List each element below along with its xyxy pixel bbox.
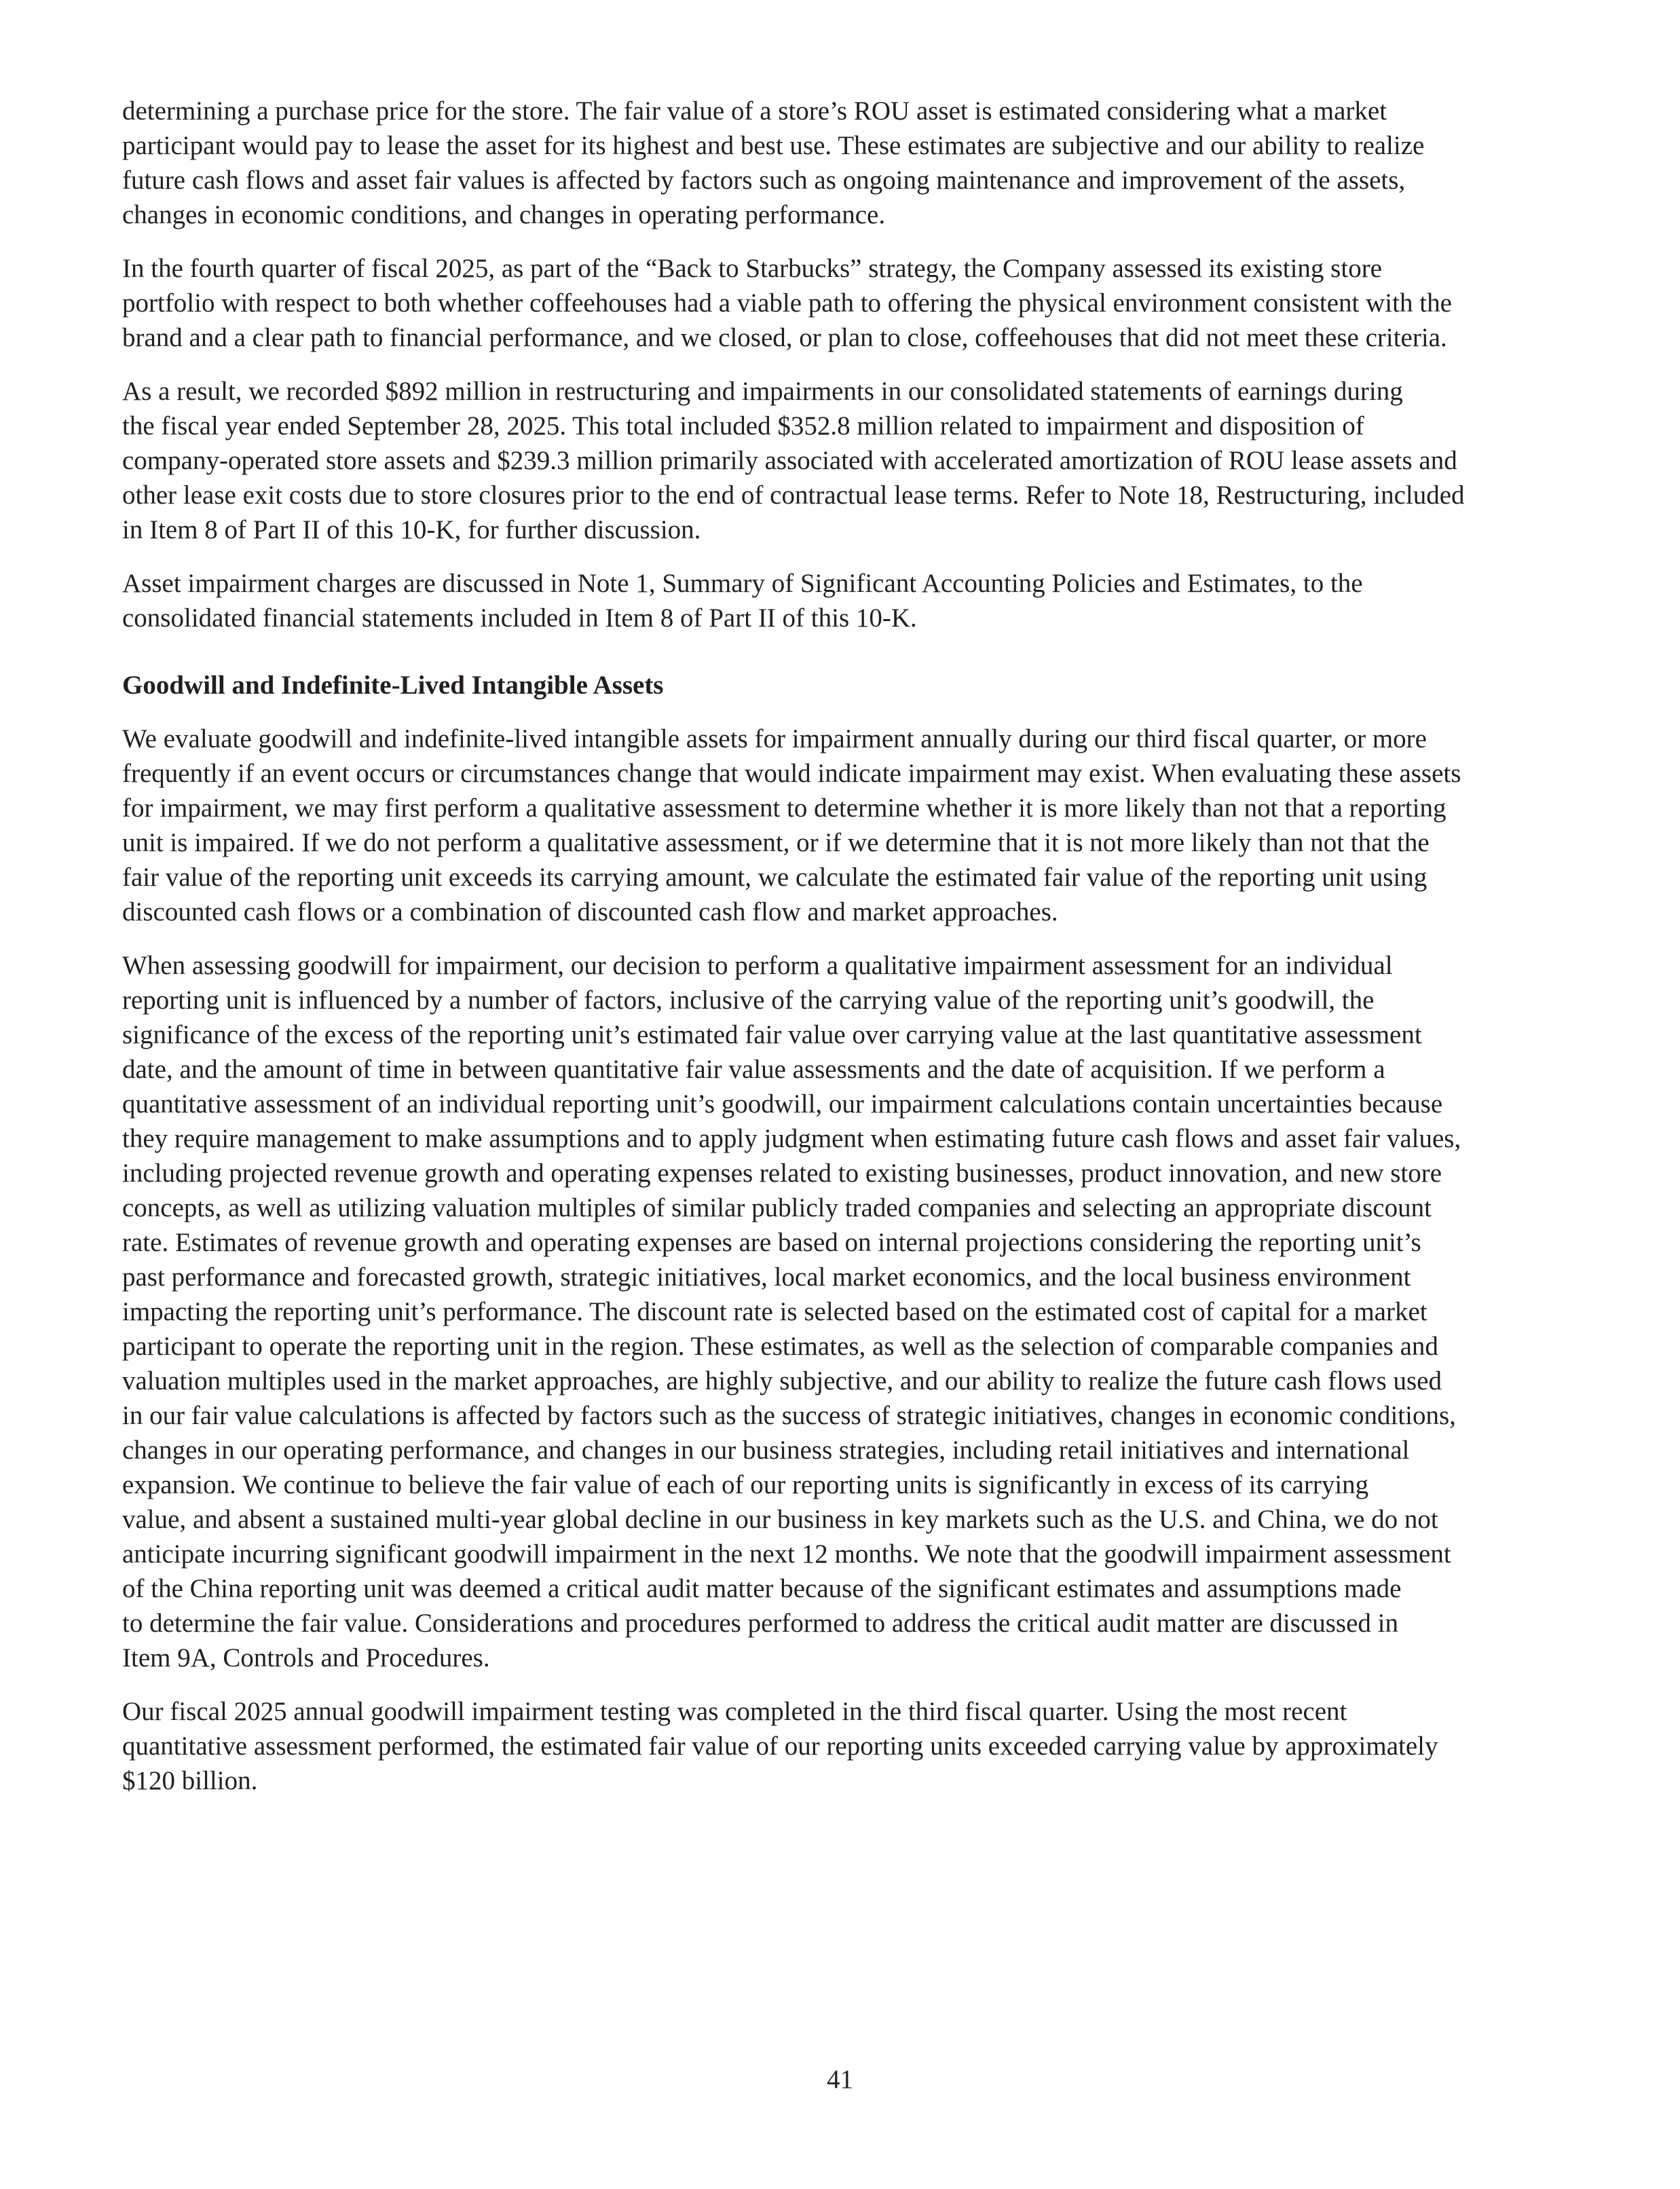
text-line: date, and the amount of time in between quantitative fair value assessments and the date of acquisition. If we perform a [122,1055,1385,1084]
text-line: company-operated store assets and $239.3 million primarily associated with accelerated amortization of ROU lease assets and [122,446,1457,475]
text-line: the fiscal year ended September 28, 2025. This total included $352.8 million related to impairment and disposition of [122,411,1364,441]
text-line: value, and absent a sustained multi-year global decline in our business in key markets such as the U.S. and China, we do not [122,1505,1438,1534]
text-line: including projected revenue growth and operating expenses related to existing businesses, product innovation, and new store [122,1159,1442,1188]
text-line: significance of the excess of the reporting unit’s estimated fair value over carrying value at the last quantitative assessment [122,1020,1422,1049]
body-paragraph [122,251,1565,355]
body-paragraph [122,1694,1565,1798]
body-paragraph [122,566,1565,635]
text-line: determining a purchase price for the store. The fair value of a store’s ROU asset is estimated considering what a market [122,96,1387,126]
text-line: other lease exit costs due to store closures prior to the end of contractual lease terms. Refer to Note 18, Restructuring, included [122,481,1465,510]
text-line: Item 9A, Controls and Procedures. [122,1643,490,1672]
body-paragraph [122,374,1565,547]
text-line: to determine the fair value. Considerations and procedures performed to address the critical audit matter are discussed in [122,1609,1398,1638]
text-line: they require management to make assumptions and to apply judgment when estimating future cash flows and asset fair values, [122,1124,1461,1153]
text-line: frequently if an event occurs or circumstances change that would indicate impairment may exist. When evaluating these assets [122,759,1461,788]
text-line: Asset impairment charges are discussed in Note 1, Summary of Significant Accounting Policies and Estimates, to the [122,569,1363,598]
text-line: quantitative assessment performed, the estimated fair value of our reporting units exceeded carrying value by approximately [122,1732,1438,1761]
text-line: reporting unit is influenced by a number of factors, inclusive of the carrying value of the reporting unit’s goodwill, the [122,986,1375,1015]
text-line: fair value of the reporting unit exceeds its carrying amount, we calculate the estimated fair value of the reporting unit using [122,863,1427,892]
body-paragraph [122,948,1565,1675]
page-number: 41 [827,2065,853,2094]
section-heading: Goodwill and Indefinite-Lived Intangible Assets [122,671,664,700]
text-line: discounted cash flows or a combination of discounted cash flow and market approaches. [122,897,1058,927]
text-line: expansion. We continue to believe the fair value of each of our reporting units is significantly in excess of its carrying [122,1470,1369,1499]
text-line: portfolio with respect to both whether coffeehouses had a viable path to offering the physical environment consistent with the [122,288,1452,318]
text-line: We evaluate goodwill and indefinite-lived intangible assets for impairment annually during our third fiscal quarter, or more [122,724,1427,753]
text-line: concepts, as well as utilizing valuation multiples of similar publicly traded companies and selecting an appropriate discount [122,1193,1432,1222]
text-line: Our fiscal 2025 annual goodwill impairment testing was completed in the third fiscal quarter. Using the most recent [122,1697,1347,1726]
text-line: valuation multiples used in the market approaches, are highly subjective, and our ability to realize the future cash flows used [122,1366,1442,1396]
text-line: changes in our operating performance, and changes in our business strategies, including retail initiatives and international [122,1436,1410,1465]
body-paragraph [122,722,1565,929]
text-line: in Item 8 of Part II of this 10-K, for further discussion. [122,515,701,544]
text-line: As a result, we recorded $892 million in restructuring and impairments in our consolidated statements of earnings during [122,377,1403,406]
paragraph-group-bottom [122,722,1565,1798]
text-line: unit is impaired. If we do not perform a qualitative assessment, or if we determine that it is not more likely than not that the [122,828,1430,857]
text-line: in our fair value calculations is affected by factors such as the success of strategic initiatives, changes in economic conditions, [122,1401,1456,1430]
text-line: participant to operate the reporting unit in the region. These estimates, as well as the selection of comparable companies and [122,1332,1438,1361]
text-line: rate. Estimates of revenue growth and operating expenses are based on internal projections considering the reporting unit’s [122,1228,1421,1257]
text-line: impacting the reporting unit’s performance. The discount rate is selected based on the estimated cost of capital for a market [122,1297,1427,1326]
text-line: anticipate incurring significant goodwill impairment in the next 12 months. We note that the goodwill impairment assessment [122,1539,1451,1569]
text-line: quantitative assessment of an individual reporting unit’s goodwill, our impairment calculations contain uncertainties because [122,1089,1443,1119]
text-line: changes in economic conditions, and changes in operating performance. [122,200,886,229]
text-line: future cash flows and asset fair values is affected by factors such as ongoing maintenance and improvement of the assets, [122,166,1406,195]
document-page [122,94,1565,1817]
text-line: of the China reporting unit was deemed a critical audit matter because of the significant estimates and assumptions made [122,1574,1402,1603]
body-paragraph [122,94,1565,232]
text-line: brand and a clear path to financial performance, and we closed, or plan to close, coffeehouses that did not meet these criteria. [122,323,1447,352]
text-line: consolidated financial statements included in Item 8 of Part II of this 10-K. [122,603,917,633]
text-line: In the fourth quarter of fiscal 2025, as part of the “Back to Starbucks” strategy, the Company assessed its existing store [122,254,1382,283]
text-line: past performance and forecasted growth, strategic initiatives, local market economics, and the local business environment [122,1262,1411,1292]
text-line: for impairment, we may first perform a qualitative assessment to determine whether it is more likely than not that a reporting [122,793,1446,823]
text-line: participant would pay to lease the asset for its highest and best use. These estimates are subjective and our ability to realize [122,131,1425,160]
paragraph-group-top [122,94,1565,635]
text-line: When assessing goodwill for impairment, our decision to perform a qualitative impairment assessment for an individual [122,951,1393,980]
text-line: $120 billion. [122,1766,258,1795]
